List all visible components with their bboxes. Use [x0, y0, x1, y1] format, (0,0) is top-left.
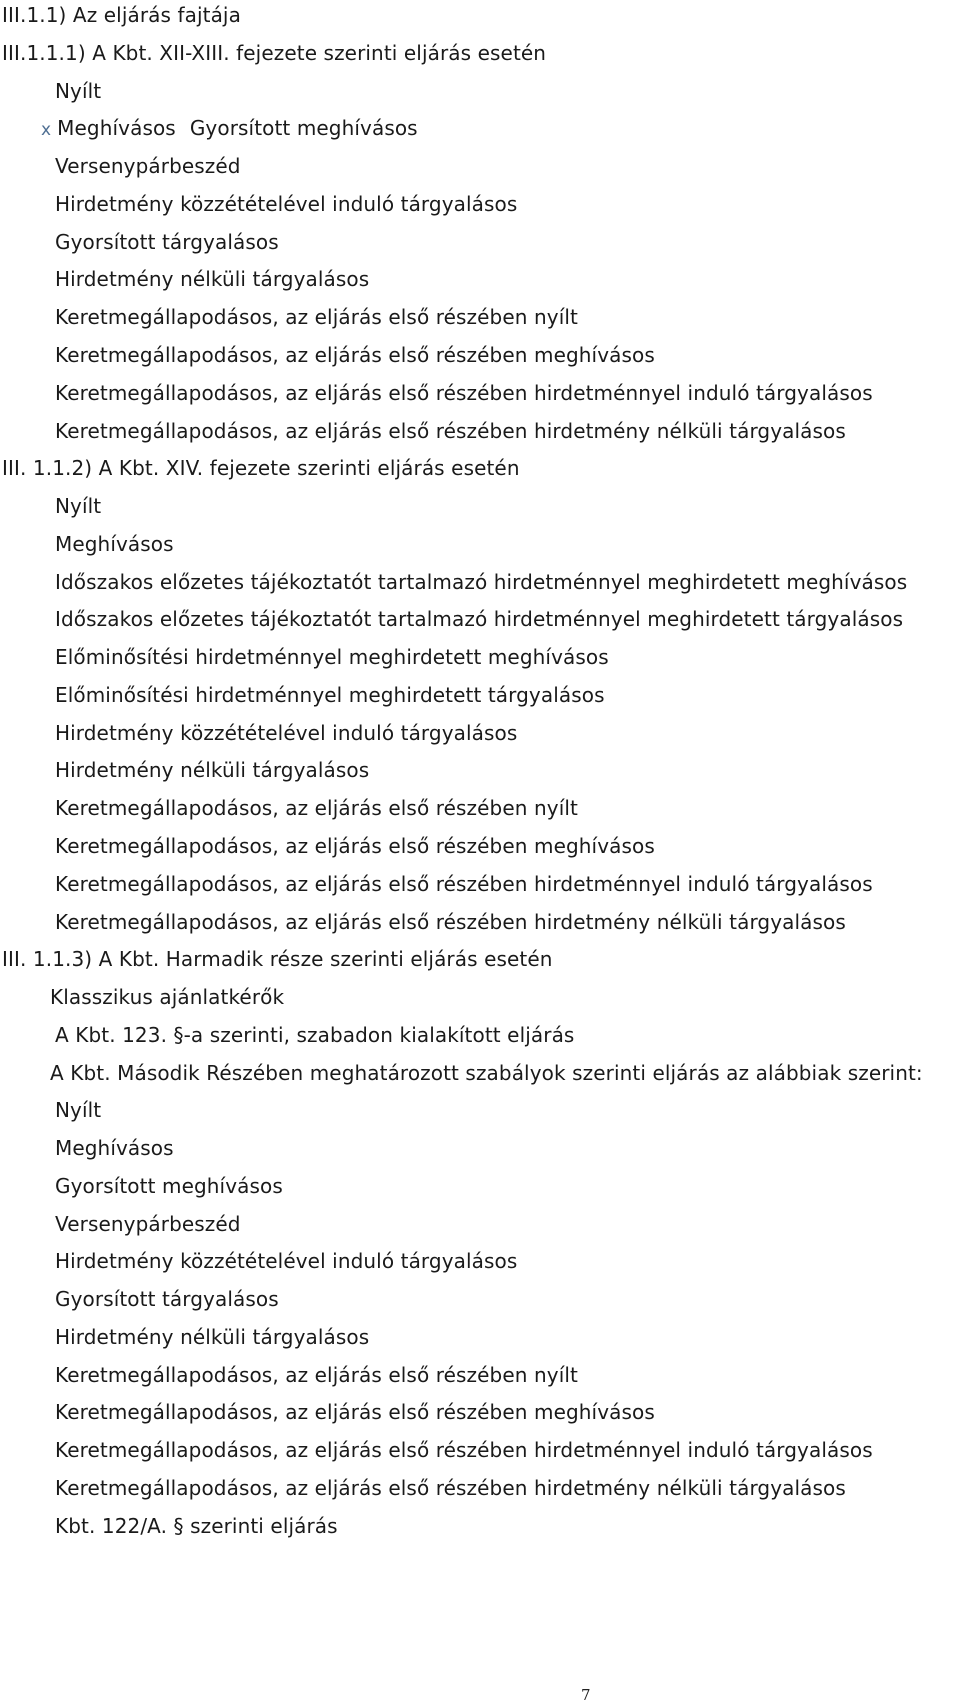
part3-item: Meghívásos: [55, 1136, 174, 1160]
part1-item: Keretmegállapodásos, az eljárás első részében nyílt: [55, 305, 578, 329]
part1-item-meghivasos: Meghívásos: [57, 116, 176, 140]
part3-subitem: A Kbt. Második Részében meghatározott szabályok szerinti eljárás az alábbiak szerint:: [50, 1061, 923, 1085]
part3-item: Keretmegállapodásos, az eljárás első részében meghívásos: [55, 1400, 655, 1424]
part2-item: Nyílt: [55, 494, 102, 518]
part3-item: Keretmegállapodásos, az eljárás első részében nyílt: [55, 1363, 578, 1387]
part2-item: Időszakos előzetes tájékoztatót tartalmazó hirdetménnyel meghirdetett tárgyalásos: [55, 607, 904, 631]
part2-item: Hirdetmény közzétételével induló tárgyalásos: [55, 721, 518, 745]
part1-item-selected-row: [41, 113, 418, 143]
part3-item: Keretmegállapodásos, az eljárás első részében hirdetménnyel induló tárgyalásos: [55, 1438, 873, 1462]
part1-item: Hirdetmény nélküli tárgyalásos: [55, 267, 370, 291]
part1-heading: III.1.1.1) A Kbt. XII-XIII. fejezete szerinti eljárás esetén: [2, 41, 547, 65]
part3-item: Versenypárbeszéd: [55, 1212, 241, 1236]
part2-item: Keretmegállapodásos, az eljárás első részében nyílt: [55, 796, 578, 820]
part1-item: Versenypárbeszéd: [55, 154, 241, 178]
part1-item: Hirdetmény közzétételével induló tárgyalásos: [55, 192, 518, 216]
part1-item: Keretmegállapodásos, az eljárás első részében hirdetmény nélküli tárgyalásos: [55, 419, 846, 443]
part3-item: Hirdetmény közzétételével induló tárgyalásos: [55, 1249, 518, 1273]
part1-item: Keretmegállapodásos, az eljárás első részében hirdetménnyel induló tárgyalásos: [55, 381, 873, 405]
part2-item: Keretmegállapodásos, az eljárás első részében hirdetmény nélküli tárgyalásos: [55, 910, 846, 934]
part2-item: Keretmegállapodásos, az eljárás első részében hirdetménnyel induló tárgyalásos: [55, 872, 873, 896]
part3-item: Keretmegállapodásos, az eljárás első részében hirdetmény nélküli tárgyalásos: [55, 1476, 846, 1500]
part3-item: Hirdetmény nélküli tárgyalásos: [55, 1325, 370, 1349]
part2-heading: III. 1.1.2) A Kbt. XIV. fejezete szerinti eljárás esetén: [2, 456, 520, 480]
part3-heading: III. 1.1.3) A Kbt. Harmadik része szerinti eljárás esetén: [2, 947, 553, 971]
part3-item: Kbt. 122/A. § szerinti eljárás: [55, 1514, 338, 1538]
part2-item: Meghívásos: [55, 532, 174, 556]
part2-item: Előminősítési hirdetménnyel meghirdetett meghívásos: [55, 645, 609, 669]
selection-mark: x: [41, 120, 52, 140]
part3-item: Gyorsított meghívásos: [55, 1174, 283, 1198]
part1-item-nyilt: Nyílt: [55, 79, 102, 103]
page-number: 7: [581, 1686, 591, 1704]
part2-item: Hirdetmény nélküli tárgyalásos: [55, 758, 370, 782]
part3-subitem: Klasszikus ajánlatkérők: [50, 985, 285, 1009]
part2-item: Időszakos előzetes tájékoztatót tartalmazó hirdetménnyel meghirdetett meghívásos: [55, 570, 908, 594]
part3-item: Nyílt: [55, 1098, 102, 1122]
part2-item: Előminősítési hirdetménnyel meghirdetett tárgyalásos: [55, 683, 605, 707]
part2-item: Keretmegállapodásos, az eljárás első részében meghívásos: [55, 834, 655, 858]
section-title: III.1.1) Az eljárás fajtája: [2, 3, 241, 27]
part3-subitem: A Kbt. 123. §-a szerinti, szabadon kialakított eljárás: [55, 1023, 575, 1047]
part1-item-gyorsitott-meghivasos: Gyorsított meghívásos: [189, 116, 418, 140]
part3-item: Gyorsított tárgyalásos: [55, 1287, 279, 1311]
part1-item: Gyorsított tárgyalásos: [55, 230, 279, 254]
part1-item: Keretmegállapodásos, az eljárás első részében meghívásos: [55, 343, 655, 367]
